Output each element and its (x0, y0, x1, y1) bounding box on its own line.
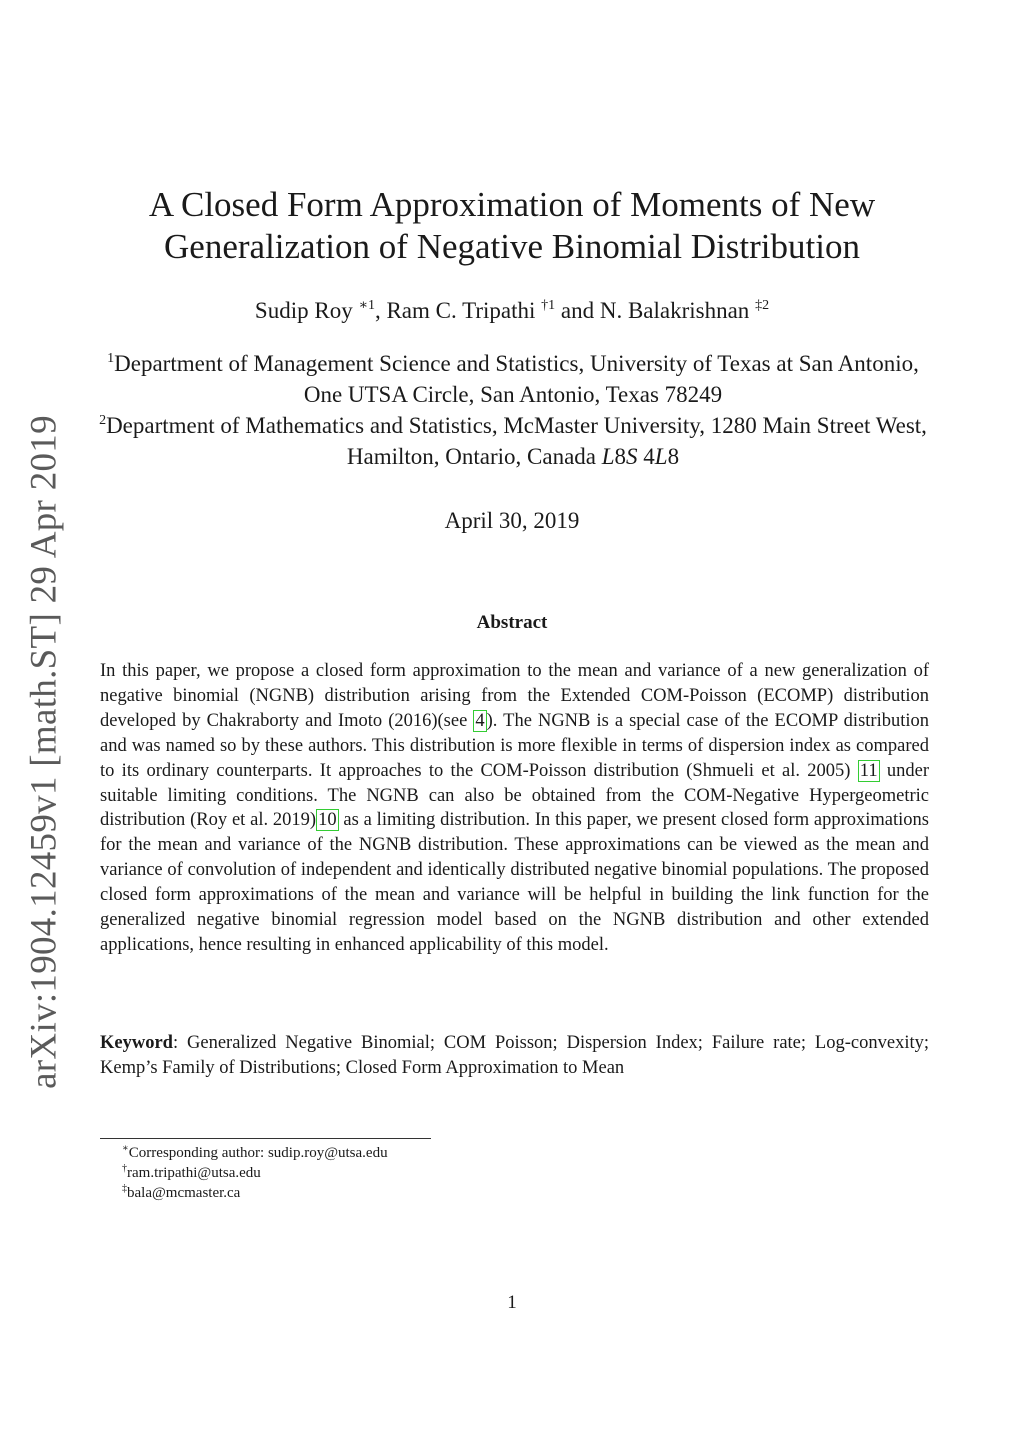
abstract-text: as a limiting distribution. In this paper, we present closed form approximations for the mean and variance of the NGNB distribution. These approximations can be viewed as the mean and variance of convolution of independent and identically distributed negative binomial populations. The proposed closed form approximations of the mean and variance will be helpful in building the link function for the generalized negative binomial regression model based on the NGNB distribution and other extended applications, hence resulting in enhanced applicability of this model. (100, 810, 929, 955)
postal-code-letter: L (601, 444, 615, 469)
footnotes (122, 1143, 388, 1203)
footnote-text: Corresponding author: sudip.roy@utsa.edu (128, 1145, 388, 1161)
author-name: N. Balakrishnan (599, 298, 750, 323)
footnote-mark: † (122, 1163, 127, 1174)
author-separator: and (555, 298, 600, 323)
abstract-text: under suitable limiting conditions. The NGNB can also be obtained from the COM-Negative Hypergeometric distribution (Roy et al. 2019) (100, 760, 929, 831)
affiliation-1 (96, 348, 930, 410)
affiliation-2 (96, 410, 930, 472)
postal-code-digit: 8 (614, 444, 627, 469)
footnote-item (122, 1143, 388, 1163)
abstract-heading: Abstract (476, 612, 548, 633)
footnote-divider (100, 1138, 431, 1139)
affiliation-text: Department of Management Science and Statistics, University of Texas at San Antonio, One UTSA Circle, San Antonio, Texas 78249 (114, 351, 919, 407)
affiliation-mark: 2 (99, 413, 107, 428)
postal-code-digit: 4 (637, 444, 655, 469)
author-list (0, 296, 1024, 326)
author-separator: , (374, 298, 387, 323)
keywords-text: : Generalized Negative Binomial; COM Poisson; Dispersion Index; Failure rate; Log-convexity; Kemp’s Family of Distributions; Closed Form Approximation to Mean (100, 1033, 929, 1078)
footnote-text: ram.tripathi@utsa.edu (127, 1165, 261, 1181)
page-number: 1 (507, 1292, 517, 1313)
abstract-text: ). The NGNB is a special case of the ECOMP distribution and was named so by these authors. This distribution is more flexible in terms of dispersion index as compared to its ordinary counterparts. It approaches to the COM-Poisson distribution (Shmueli et al. 2005) (100, 710, 929, 781)
citation-link[interactable]: 10 (318, 810, 337, 831)
author-name: Sudip Roy (254, 298, 353, 323)
footnote-item (122, 1163, 388, 1183)
author-footnote-mark: ∗1 (358, 298, 375, 313)
publication-date: April 30, 2019 (444, 508, 580, 533)
keywords-paragraph (100, 1031, 929, 1081)
arxiv-identifier-stamp: arXiv:1904.12459v1 [math.ST] 29 Apr 2019 (23, 415, 65, 1089)
footnote-item (122, 1183, 388, 1203)
paper-title-line-1: A Closed Form Approximation of Moments of New (148, 185, 876, 224)
affiliation-text: Department of Mathematics and Statistics, McMaster University, 1280 Main Street West, Hamilton, Ontario, Canada (106, 413, 927, 469)
abstract-text: In this paper, we propose a closed form approximation to the mean and variance of a new generalization of negative binomial (NGNB) distribution arising from the Extended COM-Poisson (ECOMP) distribution developed by Chakraborty and Imoto (2016)(see (100, 661, 929, 731)
keywords-label: Keyword (100, 1033, 173, 1053)
author-footnote-mark: †1 (541, 298, 556, 313)
footnote-text: bala@mcmaster.ca (127, 1185, 241, 1201)
postal-code-letter: L (654, 444, 668, 469)
postal-code-letter: S (626, 444, 638, 469)
footnote-mark: ∗ (122, 1143, 129, 1154)
footnote-mark: ‡ (122, 1183, 127, 1194)
author-name: Ram C. Tripathi (386, 298, 536, 323)
citation-link[interactable]: 4 (475, 710, 485, 731)
citation-link[interactable]: 11 (859, 760, 878, 781)
affiliation-mark: 1 (107, 351, 115, 366)
abstract-body (100, 659, 929, 958)
postal-code-digit: 8 (667, 444, 680, 469)
author-footnote-mark: ‡2 (755, 298, 770, 313)
paper-title-line-2: Generalization of Negative Binomial Distribution (164, 227, 860, 266)
paper-title (0, 184, 1024, 268)
